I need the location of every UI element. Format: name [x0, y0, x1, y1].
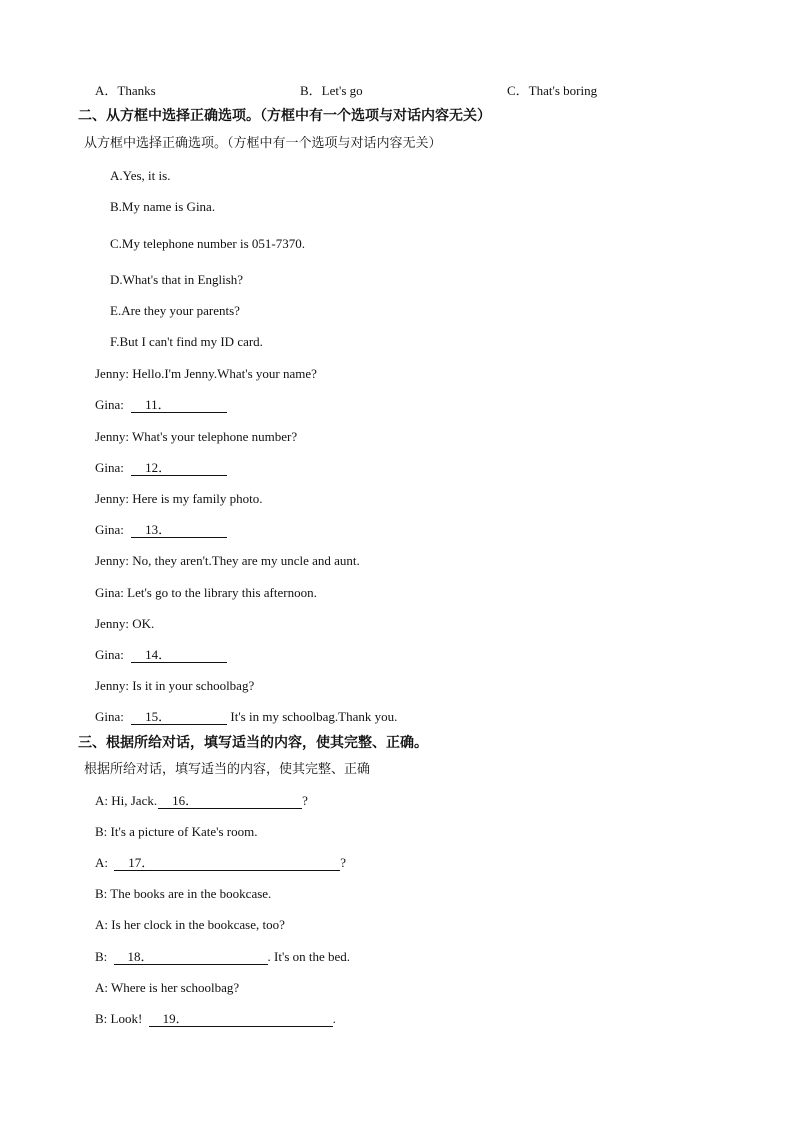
dialogue-line: B: The books are in the bookcase.	[95, 886, 272, 901]
speaker: Gina:	[95, 647, 124, 662]
answer-blank-11[interactable]: 11．	[131, 398, 227, 413]
dialogue-line: Jenny: No, they aren't.They are my uncle and aunt.	[95, 553, 360, 568]
option-item: F.But I can't find my ID card.	[110, 334, 263, 349]
dialogue-line: Jenny: OK.	[95, 616, 155, 631]
speaker: Gina:	[95, 460, 124, 475]
dialogue-line-q16	[95, 793, 308, 809]
line-continuation: .	[332, 1011, 336, 1026]
dialogue-line-q12	[95, 460, 227, 476]
dialogue-line-q15	[95, 709, 397, 725]
line-continuation: . It's on the bed.	[267, 949, 351, 964]
speaker: B: Look!	[95, 1011, 143, 1026]
answer-blank-17[interactable]: 17．	[114, 856, 340, 871]
dialogue-line-q11	[95, 397, 227, 413]
option-item: B.My name is Gina.	[110, 199, 216, 214]
section-2-subtitle: 从方框中选择正确选项。（方框中有一个选项与对话内容无关）	[84, 136, 442, 151]
speaker: Gina:	[95, 397, 124, 412]
line-continuation: It's in my schoolbag.Thank you.	[230, 709, 398, 724]
option-item: E.Are they your parents?	[110, 303, 240, 318]
dialogue-line: Jenny: Hello.I'm Jenny.What's your name?	[95, 366, 317, 381]
speaker: A: Hi, Jack.	[95, 793, 158, 808]
dialogue-line-q18	[95, 949, 350, 965]
dialogue-line-q13	[95, 522, 227, 538]
dialogue-line: Gina: Let's go to the library this afternoon.	[95, 585, 317, 600]
answer-blank-14[interactable]: 14．	[131, 648, 227, 663]
dialogue-line: Jenny: What's your telephone number?	[95, 429, 298, 444]
speaker: A:	[95, 855, 108, 870]
dialogue-line: Jenny: Here is my family photo.	[95, 491, 263, 506]
dialogue-line-q19	[95, 1011, 336, 1027]
section-3-title: 三、根据所给对话，填写适当的内容，使其完整、正确。	[78, 735, 428, 751]
line-continuation: ?	[302, 793, 308, 808]
dialogue-line: Jenny: Is it in your schoolbag?	[95, 678, 255, 693]
dialogue-line: A: Is her clock in the bookcase, too?	[95, 917, 285, 932]
answer-blank-18[interactable]: 18．	[114, 950, 268, 965]
option-item: A.Yes, it is.	[110, 168, 171, 183]
dialogue-line-q17	[95, 855, 346, 871]
speaker: Gina:	[95, 522, 124, 537]
option-item: D.What's that in English?	[110, 272, 244, 287]
answer-blank-19[interactable]: 19．	[149, 1012, 333, 1027]
answer-blank-15[interactable]: 15．	[131, 710, 227, 725]
speaker: B:	[95, 949, 108, 964]
speaker: Gina:	[95, 709, 124, 724]
line-continuation: ?	[340, 855, 347, 870]
option-item: C.My telephone number is 051-7370.	[110, 236, 305, 251]
option-a: A．Thanks	[95, 83, 156, 98]
section-3-subtitle: 根据所给对话，填写适当的内容，使其完整、正确	[84, 762, 371, 777]
dialogue-line: A: Where is her schoolbag?	[95, 980, 240, 995]
section-2-title: 二、从方框中选择正确选项。（方框中有一个选项与对话内容无关）	[78, 108, 491, 124]
option-c: C．That's boring	[507, 83, 598, 98]
option-b: B．Let's go	[300, 83, 363, 98]
dialogue-line-q14	[95, 647, 227, 663]
answer-blank-13[interactable]: 13．	[131, 523, 227, 538]
answer-blank-16[interactable]: 16．	[158, 794, 302, 809]
answer-blank-12[interactable]: 12．	[131, 461, 227, 476]
dialogue-line: B: It's a picture of Kate's room.	[95, 824, 258, 839]
